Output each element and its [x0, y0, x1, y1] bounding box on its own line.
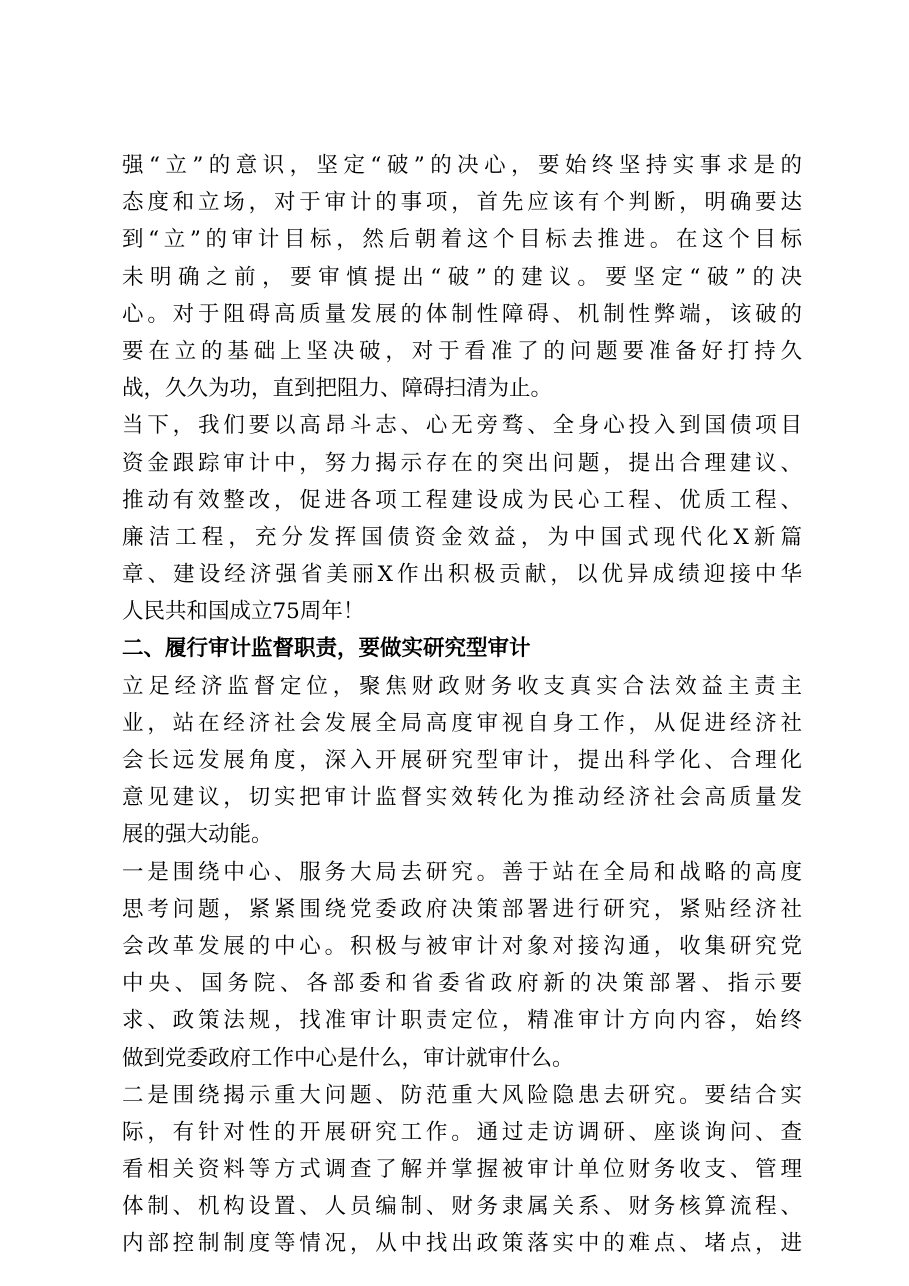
text-line: 体制、机构设置、人员编制、财务隶属关系、财务核算流程、 [122, 1194, 802, 1220]
text-line: 际，有针对性的开展研究工作。通过走访调研、座谈询问、查 [122, 1119, 802, 1145]
text-line: 要在立的基础上坚决破，对于看准了的问题要准备好打持久 [122, 338, 802, 364]
text-line: 资金跟踪审计中，努力揭示存在的突出问题，提出合理建议、 [122, 450, 802, 476]
text-line: 思考问题，紧紧围绕党委政府决策部署进行研究，紧贴经济社 [122, 896, 802, 922]
text-line: 求、政策法规，找准审计职责定位，精准审计方向内容，始终 [122, 1008, 802, 1034]
text-line: 当下，我们要以高昂斗志、心无旁骛、全身心投入到国债项目 [122, 413, 802, 439]
text-line: 会长远发展角度，深入开展研究型审计，提出科学化、合理化 [122, 748, 802, 773]
text-line: 内部控制制度等情况，从中找出政策落实中的难点、堵点，进 [122, 1231, 802, 1257]
text-line: 业，站在经济社会发展全局高度审视自身工作，从促进经济社 [122, 710, 802, 736]
document-body [122, 147, 802, 1263]
text-line: 廉洁工程，充分发挥国债资金效益，为中国式现代化X新篇 [122, 524, 802, 550]
section-heading: 二、履行审计监督职责，要做实研究型审计 [122, 636, 531, 662]
text-line: 章、建设经济强省美丽X作出积极贡献，以优异成绩迎接中华 [122, 562, 802, 588]
text-line: 一是围绕中心、服务大局去研究。善于站在全局和战略的高度 [122, 859, 802, 885]
text-line: 到“立”的审计目标，然后朝着这个目标去推进。在这个目标 [122, 227, 802, 253]
text-line: 未明确之前，要审慎提出“破”的建议。要坚定“破”的决 [122, 264, 802, 290]
text-line: 立足经济监督定位，聚焦财政财务收支真实合法效益主责主 [122, 673, 802, 699]
text-line: 心。对于阻碍高质量发展的体制性障碍、机制性弊端，该破的 [122, 301, 802, 327]
text-line: 二是围绕揭示重大问题、防范重大风险隐患去研究。要结合实 [122, 1082, 802, 1108]
text-line: 中央、国务院、各部委和省委省政府新的决策部署、指示要 [122, 971, 802, 997]
text-line: 看相关资料等方式调查了解并掌握被审计单位财务收支、管理 [122, 1157, 802, 1183]
text-line: 会改革发展的中心。积极与被审计对象对接沟通，收集研究党 [122, 933, 802, 959]
text-line: 展的强大动能。 [122, 822, 273, 848]
text-line: 人民共和国成立75周年！ [122, 599, 365, 625]
text-line: 强“立”的意识，坚定“破”的决心，要始终坚持实事求是的 [122, 153, 802, 178]
text-line: 战，久久为功，直到把阻力、障碍扫清为止。 [122, 376, 553, 402]
text-line: 态度和立场，对于审计的事项，首先应该有个判断，明确要达 [122, 190, 802, 216]
text-line: 意见建议，切实把审计监督实效转化为推动经济社会高质量发 [122, 785, 802, 811]
text-line: 做到党委政府工作中心是什么，审计就审什么。 [122, 1045, 574, 1071]
text-line: 推动有效整改，促进各项工程建设成为民心工程、优质工程、 [122, 487, 802, 513]
